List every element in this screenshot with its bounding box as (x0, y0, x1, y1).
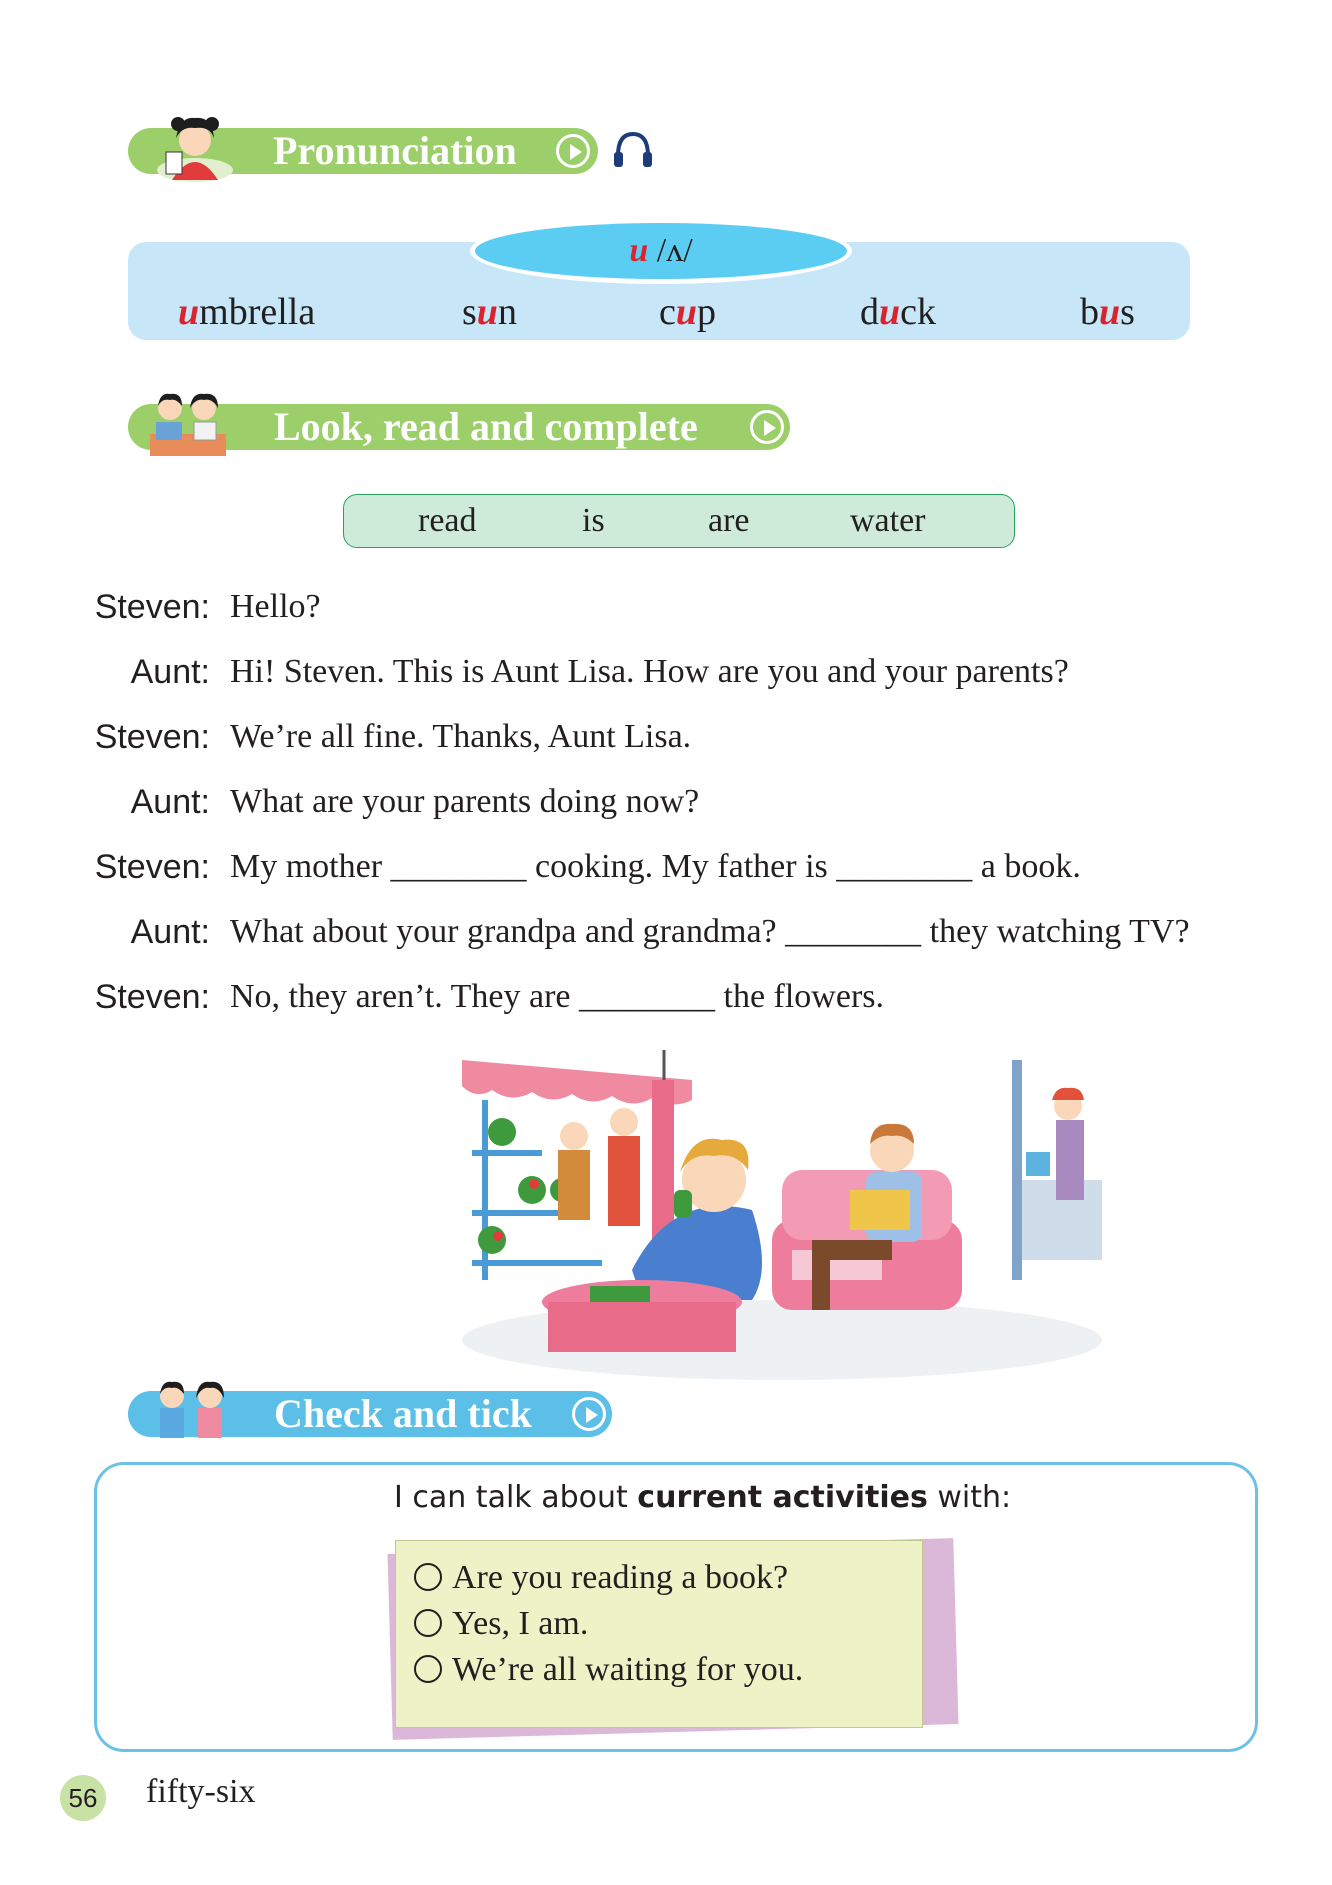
pron-word: cup (659, 291, 717, 333)
dialogue-text: What are your parents doing now? (230, 783, 700, 820)
tick-circle-checkbox[interactable] (414, 1609, 442, 1637)
dialogue-text: Hi! Steven. This is Aunt Lisa. How are you and your parents? (230, 653, 1069, 690)
headphones-icon (612, 130, 654, 170)
check-intro: I can talk about current activities with: (394, 1480, 1012, 1515)
pron-word: sun (462, 291, 517, 333)
check-item: We’re all waiting for you. (414, 1647, 803, 1693)
word-bank-item: is (582, 502, 605, 539)
dialogue-text: What about your grandpa and grandma? ________ they watching TV? (230, 913, 1190, 950)
speaker-label: Steven: (94, 848, 210, 886)
speaker-label: Steven: (94, 978, 210, 1016)
girl-reading-icon (150, 104, 240, 186)
check-item: Yes, I am. (414, 1601, 588, 1647)
dialogue-text: No, they aren’t. They are ________ the flowers. (230, 978, 885, 1015)
note-card (395, 1540, 923, 1728)
page-number: 56 (60, 1775, 106, 1821)
tick-circle-checkbox[interactable] (414, 1655, 442, 1683)
speaker-label: Steven: (94, 718, 210, 756)
check-item: Are you reading a book? (414, 1555, 788, 1601)
tick-circle-checkbox[interactable] (414, 1563, 442, 1591)
pron-word: umbrella (178, 291, 316, 333)
children-waving-icon (146, 1376, 238, 1446)
arrow-right-icon[interactable] (750, 410, 784, 444)
section-title: Check and tick (274, 1391, 532, 1436)
speaker-label: Aunt: (130, 653, 210, 691)
phoneme-header (470, 218, 852, 284)
arrow-right-icon[interactable] (572, 1397, 606, 1431)
word-bank (343, 494, 1015, 548)
speaker-label: Steven: (94, 588, 210, 626)
check-intro-bold: current activities (637, 1480, 928, 1515)
word-bank-item: read (418, 502, 477, 539)
phoneme-symbol: /ʌ/ (656, 232, 693, 269)
section-title: Look, read and complete (274, 404, 698, 449)
page-word: fifty-six (146, 1773, 256, 1810)
phoneme-letter: u (629, 232, 649, 269)
dialogue-text: We’re all fine. Thanks, Aunt Lisa. (230, 718, 692, 755)
word-bank-item: are (708, 502, 750, 539)
pron-word: bus (1080, 291, 1135, 333)
dialogue-text: Hello? (230, 588, 321, 625)
pron-word: duck (860, 291, 937, 333)
speaker-label: Aunt: (130, 913, 210, 951)
word-bank-item: water (850, 502, 926, 539)
children-reading-icon (146, 386, 232, 460)
living-room-illustration (452, 1040, 1116, 1380)
section-title: Pronunciation (273, 128, 517, 173)
arrow-right-icon[interactable] (556, 134, 590, 168)
speaker-label: Aunt: (130, 783, 210, 821)
dialogue-text: My mother ________ cooking. My father is ________ a book. (230, 848, 1081, 885)
